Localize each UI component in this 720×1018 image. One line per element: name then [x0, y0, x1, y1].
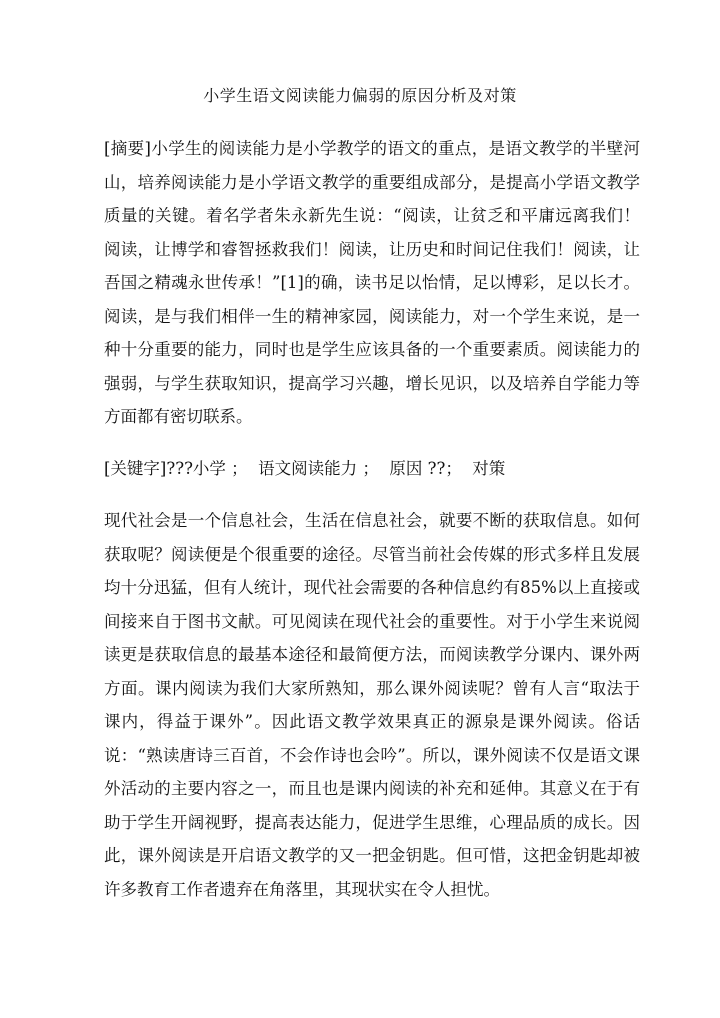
keywords-line: [关键字]???小学 ； 语文阅读能力 ； 原因 ??； 对策 — [104, 459, 506, 478]
body-paragraph: 现代社会是一个信息社会，生活在信息社会，就要不断的获取信息。如何获取呢？阅读便是个很重要的途径。尽管当前社会传媒的形式多样且发展均十分迅猛，但有人统计，现代社会需要的各种信息约有85%以上直接或间接来自于图书文献。可见阅读在现代社会的重要性。对于小学生来说阅读更是获取信息的最基本途径和最简便方法，而阅读教学分课内、课外两方面。课内阅读为我们大家所熟知，那么课外阅读呢？曾有人言“取法于课内，得益于课外”。因此语文教学效果真正的源泉是课外阅读。俗话说：“熟读唐诗三百首，不会作诗也会吟”。所以，课外阅读不仅是语文课外活动的主要内容之一，而且也是课内阅读的补充和延伸。其意义在于有助于学生开阔视野，提高表达能力，促进学生思维，心理品质的成长。因此，课外阅读是开启语文教学的又一把金钥匙。但可惜，这把金钥匙却被许多教育工作者遗弃在角落里，其现状实在令人担忧。 — [104, 511, 640, 899]
abstract-paragraph: [摘要]小学生的阅读能力是小学教学的语文的重点，是语文教学的半壁河山，培养阅读能力是小学语文教学的重要组成部分，是提高小学语文教学质量的关键。着名学者朱永新先生说：“阅读，让贫乏和平庸远离我们！阅读，让博学和睿智拯救我们！阅读，让历史和时间记住我们！阅读，让吾国之精魂永世传承！”[1]的确，读书足以怡情，足以博彩，足以长才。阅读，是与我们相伴一生的精神家园，阅读能力，对一个学生来说，是一种十分重要的能力，同时也是学生应该具备的一个重要素质。阅读能力的强弱，与学生获取知识，提高学习兴趣，增长见识，以及培养自学能力等方面都有密切联系。 — [104, 139, 640, 426]
document-title: 小学生语文阅读能力偏弱的原因分析及对策 — [203, 86, 517, 105]
